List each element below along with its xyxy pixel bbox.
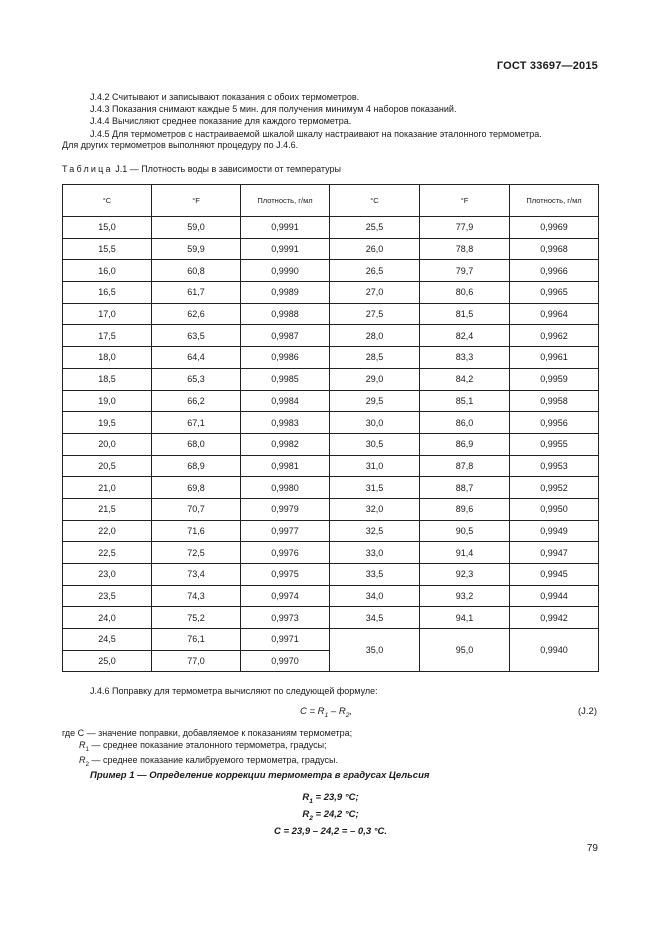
header-celsius-right: °C xyxy=(330,185,420,217)
table-cell: 25,5 xyxy=(330,217,420,239)
table-cell: 0,9984 xyxy=(241,390,330,412)
table-cell: 0,9953 xyxy=(510,455,599,477)
table-cell: 65,3 xyxy=(152,368,241,390)
table-cell: 87,8 xyxy=(420,455,510,477)
table-cell: 64,4 xyxy=(152,347,241,369)
paragraph-j46: J.4.6 Поправку для термометра вычисляют по следующей формуле: xyxy=(90,686,378,696)
table-row xyxy=(63,282,599,304)
table-cell: 0,9952 xyxy=(510,477,599,499)
table-cell: 86,9 xyxy=(420,433,510,455)
table-cell: 68,9 xyxy=(152,455,241,477)
table-row xyxy=(63,260,599,282)
table-cell: 33,0 xyxy=(330,542,420,564)
table-cell: 0,9988 xyxy=(241,303,330,325)
table-cell: 27,0 xyxy=(330,282,420,304)
table-cell: 0,9956 xyxy=(510,412,599,434)
paragraph-j44: J.4.4 Вычисляют среднее показание для каждого термометра. xyxy=(90,116,352,126)
table-caption-prefix: Таблица xyxy=(62,164,113,174)
table-cell: 71,6 xyxy=(152,520,241,542)
table-cell: 32,5 xyxy=(330,520,420,542)
table-row xyxy=(63,217,599,239)
table-row xyxy=(63,585,599,607)
table-cell: 15,0 xyxy=(63,217,152,239)
table-cell: 77,0 xyxy=(152,650,241,672)
table-row xyxy=(63,238,599,260)
table-cell: 67,1 xyxy=(152,412,241,434)
table-cell: 34,5 xyxy=(330,607,420,629)
table-cell: 77,9 xyxy=(420,217,510,239)
table-cell: 0,9971 xyxy=(241,629,330,651)
table-cell: 0,9973 xyxy=(241,607,330,629)
table-cell: 88,7 xyxy=(420,477,510,499)
table-cell: 59,9 xyxy=(152,238,241,260)
table-cell: 16,5 xyxy=(63,282,152,304)
table-cell: 86,0 xyxy=(420,412,510,434)
table-cell: 0,9942 xyxy=(510,607,599,629)
example-title: Пример 1 — Определение коррекции термометра в градусах Цельсия xyxy=(90,770,430,781)
header-density-right: Плотность, г/мл xyxy=(510,185,599,217)
table-cell: 0,9964 xyxy=(510,303,599,325)
table-cell: 73,4 xyxy=(152,564,241,586)
table-row xyxy=(63,607,599,629)
table-cell: 17,5 xyxy=(63,325,152,347)
table-cell: 20,0 xyxy=(63,433,152,455)
header-fahrenheit-left: °F xyxy=(152,185,241,217)
table-cell: 0,9975 xyxy=(241,564,330,586)
table-cell: 0,9958 xyxy=(510,390,599,412)
table-cell: 19,5 xyxy=(63,412,152,434)
table-cell: 0,9949 xyxy=(510,520,599,542)
table-cell: 0,9983 xyxy=(241,412,330,434)
table-cell: 26,5 xyxy=(330,260,420,282)
table-cell: 19,0 xyxy=(63,390,152,412)
table-cell: 32,0 xyxy=(330,498,420,520)
table-cell: 0,9990 xyxy=(241,260,330,282)
table-cell: 0,9944 xyxy=(510,585,599,607)
table-row xyxy=(63,455,599,477)
table-cell: 0,9970 xyxy=(241,650,330,672)
table-cell: 0,9969 xyxy=(510,217,599,239)
table-cell: 0,9947 xyxy=(510,542,599,564)
paragraph-j42: J.4.2 Считывают и записывают показания с обоих термометров. xyxy=(90,92,360,102)
table-cell: 0,9987 xyxy=(241,325,330,347)
paragraph-j45-continuation: Для других термометров выполняют процедуру по J.4.6. xyxy=(62,140,299,150)
table-cell: 29,5 xyxy=(330,390,420,412)
document-standard-header: ГОСТ 33697—2015 xyxy=(496,60,598,72)
legend-c: где C — значение поправки, добавляемое к показаниям термометра; xyxy=(62,728,353,738)
paragraph-j43: J.4.3 Показания снимают каждые 5 мин. для получения минимум 4 наборов показаний. xyxy=(90,104,457,114)
table-cell: 30,0 xyxy=(330,412,420,434)
table-cell: 0,9976 xyxy=(241,542,330,564)
table-row xyxy=(63,542,599,564)
example-r2: $R_2 = 24,2$ °C; xyxy=(302,809,359,822)
table-cell: 69,8 xyxy=(152,477,241,499)
table-row xyxy=(63,498,599,520)
table-cell: 89,6 xyxy=(420,498,510,520)
table-row xyxy=(63,564,599,586)
table-cell: 35,0 xyxy=(330,629,420,672)
table-row xyxy=(63,390,599,412)
table-cell: 21,0 xyxy=(63,477,152,499)
table-cell: 79,7 xyxy=(420,260,510,282)
table-cell: 0,9991 xyxy=(241,238,330,260)
table-row xyxy=(63,368,599,390)
table-cell: 23,5 xyxy=(63,585,152,607)
formula-number: (J.2) xyxy=(578,706,597,717)
paragraph-j45: J.4.5 Для термометров с настраиваемой шкалой шкалу настраивают на показание эталонного термометра. xyxy=(90,129,542,139)
table-cell: 0,9961 xyxy=(510,347,599,369)
table-row xyxy=(63,325,599,347)
table-cell: 82,4 xyxy=(420,325,510,347)
table-caption-text: J.1 — Плотность воды в зависимости от температуры xyxy=(112,164,341,174)
table-cell: 30,5 xyxy=(330,433,420,455)
table-cell: 59,0 xyxy=(152,217,241,239)
table-cell: 0,9979 xyxy=(241,498,330,520)
table-cell: 93,2 xyxy=(420,585,510,607)
table-cell: 29,0 xyxy=(330,368,420,390)
table-cell: 28,0 xyxy=(330,325,420,347)
legend-r2: $R_2$ — среднее показание калибруемого термометра, градусы. xyxy=(79,755,338,768)
table-cell: 90,5 xyxy=(420,520,510,542)
table-cell: 15,5 xyxy=(63,238,152,260)
table-cell: 31,0 xyxy=(330,455,420,477)
table-cell: 85,1 xyxy=(420,390,510,412)
table-cell: 0,9981 xyxy=(241,455,330,477)
table-header-row xyxy=(63,185,599,217)
table-cell: 27,5 xyxy=(330,303,420,325)
table-cell: 0,9959 xyxy=(510,368,599,390)
table-row xyxy=(63,347,599,369)
table-cell: 91,4 xyxy=(420,542,510,564)
legend-r1: $R_1$ — среднее показание эталонного термометра, градусы; xyxy=(79,739,327,753)
table-cell: 18,5 xyxy=(63,368,152,390)
table-cell: 92,3 xyxy=(420,564,510,586)
table-cell: 0,9955 xyxy=(510,433,599,455)
table-cell: 0,9986 xyxy=(241,347,330,369)
header-celsius-left: °C xyxy=(63,185,152,217)
table-cell: 0,9950 xyxy=(510,498,599,520)
table-cell: 81,5 xyxy=(420,303,510,325)
table-cell: 26,0 xyxy=(330,238,420,260)
table-cell: 95,0 xyxy=(420,629,510,672)
formula-legend xyxy=(62,728,352,771)
table-cell: 20,5 xyxy=(63,455,152,477)
table-cell: 0,9962 xyxy=(510,325,599,347)
table-cell: 75,2 xyxy=(152,607,241,629)
header-density-left: Плотность, г/мл xyxy=(241,185,330,217)
table-cell: 34,0 xyxy=(330,585,420,607)
table-cell: 94,1 xyxy=(420,607,510,629)
table-cell: 22,5 xyxy=(63,542,152,564)
table-cell: 0,9989 xyxy=(241,282,330,304)
table-cell: 78,8 xyxy=(420,238,510,260)
table-row xyxy=(63,433,599,455)
table-cell: 72,5 xyxy=(152,542,241,564)
table-row xyxy=(63,303,599,325)
table-cell: 83,3 xyxy=(420,347,510,369)
table-caption xyxy=(62,164,341,174)
table-cell: 18,0 xyxy=(63,347,152,369)
table-cell: 60,8 xyxy=(152,260,241,282)
formula-expression: $C = R_1 - R_2$, xyxy=(300,706,353,719)
table-cell: 22,0 xyxy=(63,520,152,542)
example-result: C = 23,9 – 24,2 = – 0,3 °C. xyxy=(273,826,388,837)
table-cell: 80,6 xyxy=(420,282,510,304)
table-row xyxy=(63,477,599,499)
table-cell: 63,5 xyxy=(152,325,241,347)
table-cell: 23,0 xyxy=(63,564,152,586)
table-row xyxy=(63,520,599,542)
table-cell: 0,9965 xyxy=(510,282,599,304)
table-cell: 0,9982 xyxy=(241,433,330,455)
table-cell: 31,5 xyxy=(330,477,420,499)
table-cell: 70,7 xyxy=(152,498,241,520)
table-cell: 24,0 xyxy=(63,607,152,629)
table-cell: 24,5 xyxy=(63,629,152,651)
table-cell: 25,0 xyxy=(63,650,152,672)
table-cell: 0,9945 xyxy=(510,564,599,586)
table-cell: 84,2 xyxy=(420,368,510,390)
table-cell: 0,9980 xyxy=(241,477,330,499)
table-cell: 16,0 xyxy=(63,260,152,282)
table-cell: 74,3 xyxy=(152,585,241,607)
table-cell: 0,9974 xyxy=(241,585,330,607)
water-density-table xyxy=(62,184,599,672)
table-cell: 66,2 xyxy=(152,390,241,412)
table-cell: 21,5 xyxy=(63,498,152,520)
page-number: 79 xyxy=(586,843,598,854)
table-row xyxy=(63,629,599,651)
table-cell: 17,0 xyxy=(63,303,152,325)
table-cell: 33,5 xyxy=(330,564,420,586)
header-fahrenheit-right: °F xyxy=(420,185,510,217)
table-row xyxy=(63,412,599,434)
table-cell: 0,9985 xyxy=(241,368,330,390)
table-cell: 0,9977 xyxy=(241,520,330,542)
table-cell: 0,9940 xyxy=(510,629,599,672)
table-cell: 0,9966 xyxy=(510,260,599,282)
table-cell: 62,6 xyxy=(152,303,241,325)
table-cell: 0,9991 xyxy=(241,217,330,239)
table-cell: 76,1 xyxy=(152,629,241,651)
table-cell: 68,0 xyxy=(152,433,241,455)
table-cell: 28,5 xyxy=(330,347,420,369)
example-r1: $R_1 = 23,9$ °C; xyxy=(302,792,359,805)
table-cell: 61,7 xyxy=(152,282,241,304)
table-cell: 0,9968 xyxy=(510,238,599,260)
